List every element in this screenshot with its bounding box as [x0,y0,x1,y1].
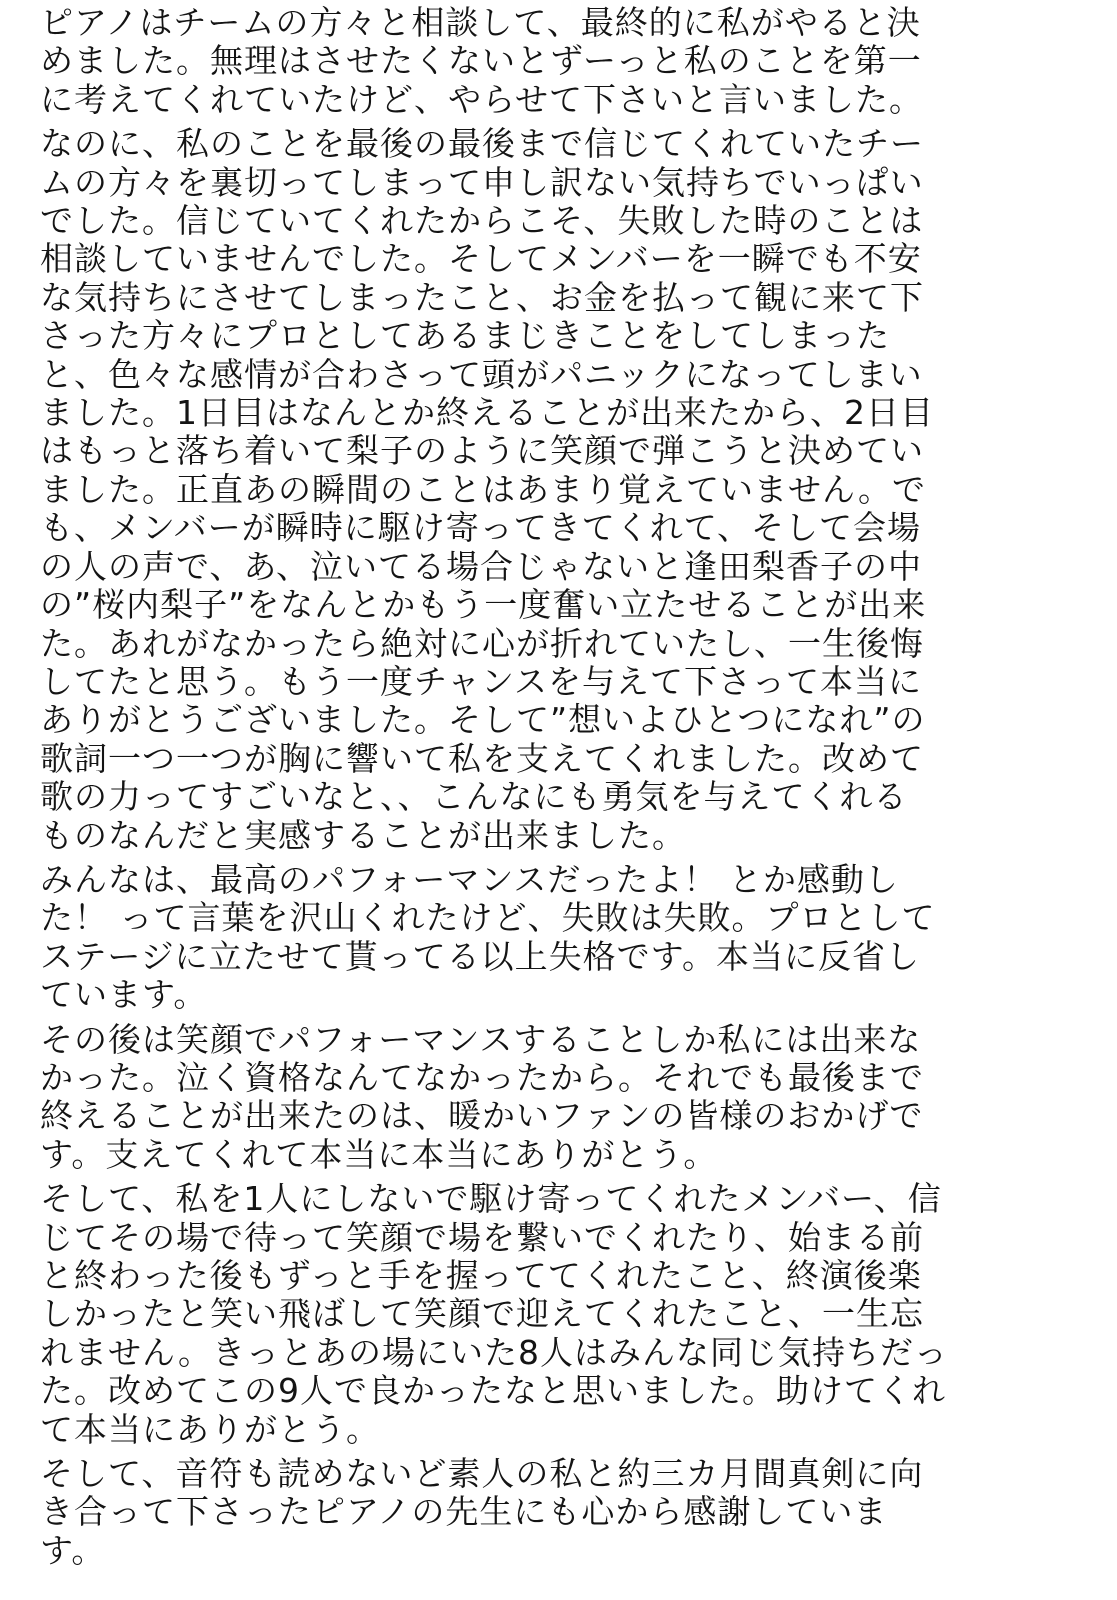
text-line: さった方々にプロとしてあるまじきことをしてしまった [40,316,890,356]
text-line: めました。無理はさせたくないとずーっと私のことを第一 [40,41,922,81]
text-line: ました。正直あの瞬間のことはあまり覚えていません。で [40,469,926,509]
text-line: そして、音符も読めないど素人の私と約三カ月間真剣に向 [40,1454,924,1494]
text-line: その後は笑顔でパフォーマンスすることしか私には出来な [40,1019,922,1059]
text-line: してたと思う。もう一度チャンスを与えて下さって本当に [40,661,923,701]
text-line: て本当にありがとう。 [40,1409,380,1449]
text-line: ました。1日目はなんとか終えることが出来たから、2日目 [40,393,934,433]
text-line: た。改めてこの9人で良かったなと思いました。助けてくれ [40,1371,946,1411]
text-line: の”桜内梨子”をなんとかもう一度奮い立たせることが出来 [40,585,927,625]
text-line: す。 [40,1530,106,1570]
text-line: そして、私を1人にしないで駆け寄ってくれたメンバー、信 [40,1179,942,1219]
text-line: に考えてくれていたけど、やらせて下さいと言いました。 [40,79,924,119]
text-line: も、メンバーが瞬時に駆け寄ってきてくれて、そして会場 [40,508,922,548]
text-line: す。支えてくれて本当に本当にありがとう。 [40,1134,718,1174]
text-line: じてその場で待って笑顔で場を繋いでくれたり、始まる前 [40,1217,924,1257]
paragraph [40,1021,1077,1175]
text-line: き合って下さったピアノの先生にも心から感謝していま [40,1492,888,1532]
text-line: 終えることが出来たのは、暖かいファンの皆様のおかげで [40,1096,924,1136]
text-line: みんなは、最高のパフォーマンスだったよ！ とか感動し [40,859,899,899]
text-line: た！ って言葉を沢山くれたけど、失敗は失敗。プロとして [40,898,936,938]
text-line: はもっと落ち着いて梨子のように笑顔で弾こうと決めてい [40,431,924,471]
paragraph [40,1180,1077,1449]
paragraph [40,1455,1077,1570]
text-line: と、色々な感情が合わさって頭がパニックになってしまい [40,354,923,394]
text-line: 歌詞一つ一つが胸に響いて私を支えてくれました。改めて [40,738,924,778]
paragraph [40,861,1077,1015]
text-line: かった。泣く資格なんてなかったから。それでも最後まで [40,1057,924,1097]
text-line: しかったと笑い飛ばして笑顔で迎えてくれたこと、一生忘 [40,1294,924,1334]
text-line: れません。きっとあの場にいた8人はみんな同じ気持ちだっ [40,1332,948,1372]
text-line: でした。信じていてくれたからこそ、失敗した時のことは [40,201,924,241]
text-line: ています。 [40,975,208,1015]
text-line: の人の声で、あ、泣いてる場合じゃないと逢田梨香子の中 [40,546,923,586]
text-line: 相談していませんでした。そしてメンバーを一瞬でも不安 [40,239,922,279]
paragraph [40,4,1077,119]
text-line: た。あれがなかったら絶対に心が折れていたし、一生後悔 [40,623,924,663]
text-line: と終わった後もずっと手を握っててくれたこと、終演後楽 [40,1256,922,1295]
text-line: ありがとうございました。そして”想いよひとつになれ”の [40,700,926,740]
text-line: ピアノはチームの方々と相談して、最終的に私がやると決 [40,3,921,42]
text-line: な気持ちにさせてしまったこと、お金を払って観に来て下 [40,277,924,317]
paragraph [40,125,1077,855]
text-line: なのに、私のことを最後の最後まで信じてくれていたチー [40,124,924,164]
text-line: ものなんだと実感することが出来ました。 [40,815,686,855]
text-line: ムの方々を裏切ってしまって申し訳ない気持ちでいっぱい [40,162,924,202]
text-line: 歌の力ってすごいなと、、こんなにも勇気を与えてくれる [40,777,908,817]
text-line: ステージに立たせて貰ってる以上失格です。本当に反省し [40,936,921,976]
